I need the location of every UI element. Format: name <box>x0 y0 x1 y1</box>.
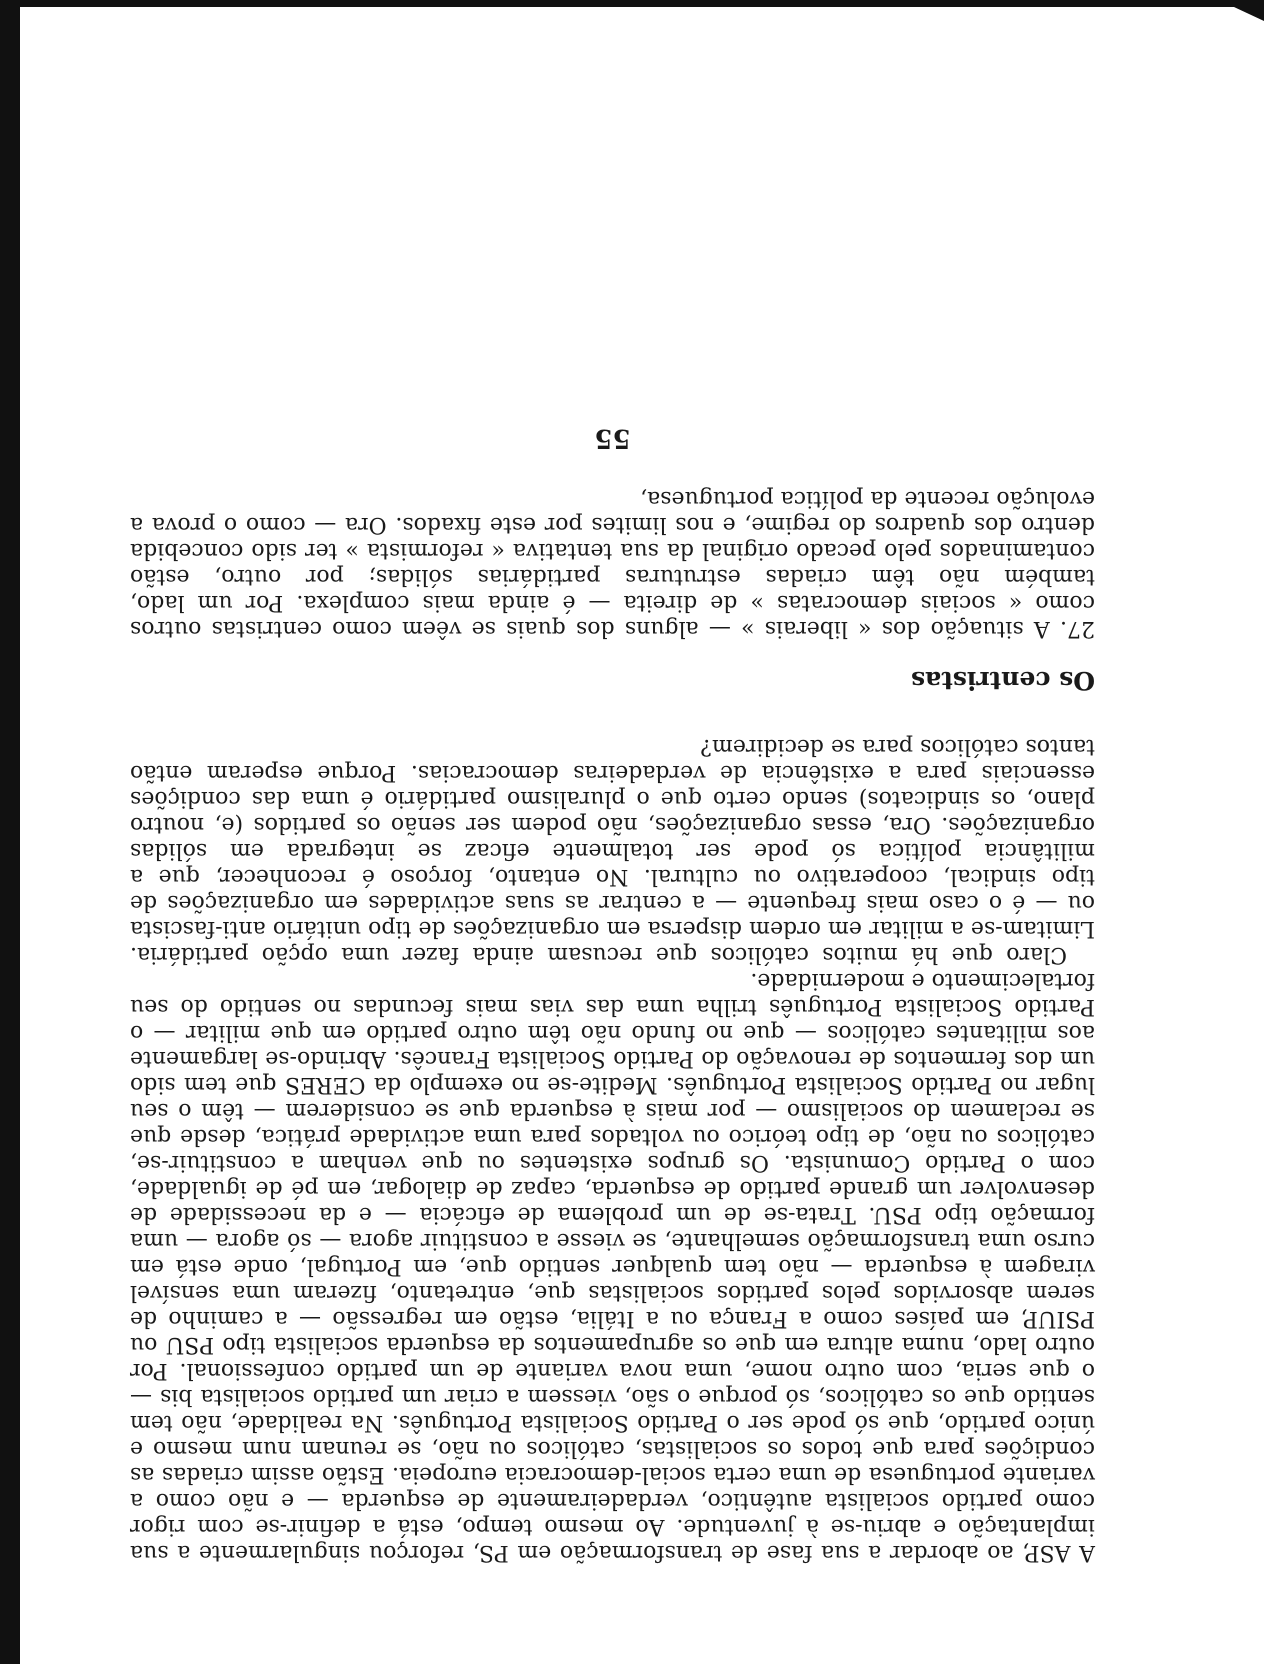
section-title: Os centristas <box>911 666 1095 695</box>
document-page <box>130 105 1095 1565</box>
paragraph-2: Claro que há muitos católicos que recusam ainda fazer uma opção partidária. Limitam-se a militar em ordem dispersa em organizações de tipo unitário anti-fascista ou — é o caso mais frequente — a centrar as suas actividades em organizações de tipo sindical, cooperativo ou cultural. No entanto, forçoso é reconhecer, que a militância política só pode ser totalmente eficaz se integrada em sólidas organizações. Ora, essas organizações, não podem ser senão os partidos (e, noutro plano, os sindicatos) sendo certo que o pluralismo partidário é uma das condições essenciais para a existência de verdadeiras democracias. Porque esperam então tantos católicos para se decidirem? <box>130 734 1095 967</box>
paragraph-1: A ASP, ao abordar a sua fase de transformação em PS, reforçou singularmente a sua implantação e abriu-se à juventude. Ao mesmo tempo, está a definir-se com rigor como partido socialista autêntico, verdadeiramente de esquerda — e não como a variante portuguesa de uma certa social-democracia europeia. Estão assim criadas as condições para que todos os socialistas, católicos ou não, se reunam num mesmo e único partido, que só pode ser o Partido Socialista Português. Na realidade, não tem sentido que os católicos, só porque o são, viessem a criar um partido socialista bis — o que seria, com outro nome, uma nova variante de um partido confessional. Por outro lado, numa altura em que os agrupamentos da esquerda socialista tipo PSU ou PSIUP, em países como a França ou a Itália, estão em regressão — a caminho de serem absorvidos pelos partidos socialistas que, entretanto, fizeram uma sensível viragem à esquerda — não tem qualquer sentido que, em Portugal, onde está em curso uma transformação semelhante, se viesse a constituir agora — só agora — uma formação tipo PSU. Trata-se de um problema de eficácia — e da necessidade de desenvolver um grande partido de esquerda, capaz de dialogar, em pé de igualdade, com o Partido Comunista. Os grupos existentes ou que venham a constituir-se, católicos ou não, de tipo teórico ou voltados para uma actividade prática, desde que se reclamem do socialismo — por mais à esquerda que se considerem — têm o seu lugar no Partido Socialista Português. Medite-se no exemplo da CERES que tem sido um dos fermentos de renovação do Partido Socialista Francês. Abrindo-se largamente aos militantes católicos — que no fundo não têm outro partido em que militar — o Partido Socialista Português trilha uma das vias mais fecundas no sentido do seu fortalecimento e modernidade. <box>130 968 1095 1565</box>
paragraph-3: 27. A situação dos « liberais » — alguns dos quais se vêem como centristas outros como « sociais democratas » de direita — é ainda mais complexa. Por um lado, também não têm criadas estruturas partidárias sólidas; por outro, estão contaminados pelo pecado original da sua tentativa « reformista » ter sido concebida dentro dos quadros do regime, e nos limites por este fixados. Ora — como o prova a evolução recente da política portuguesa, <box>130 486 1095 641</box>
page-number: 55 <box>594 423 631 453</box>
scan-border-top <box>0 0 1264 7</box>
scan-border-left <box>0 0 20 1664</box>
scan-border-corner <box>1234 7 1264 21</box>
